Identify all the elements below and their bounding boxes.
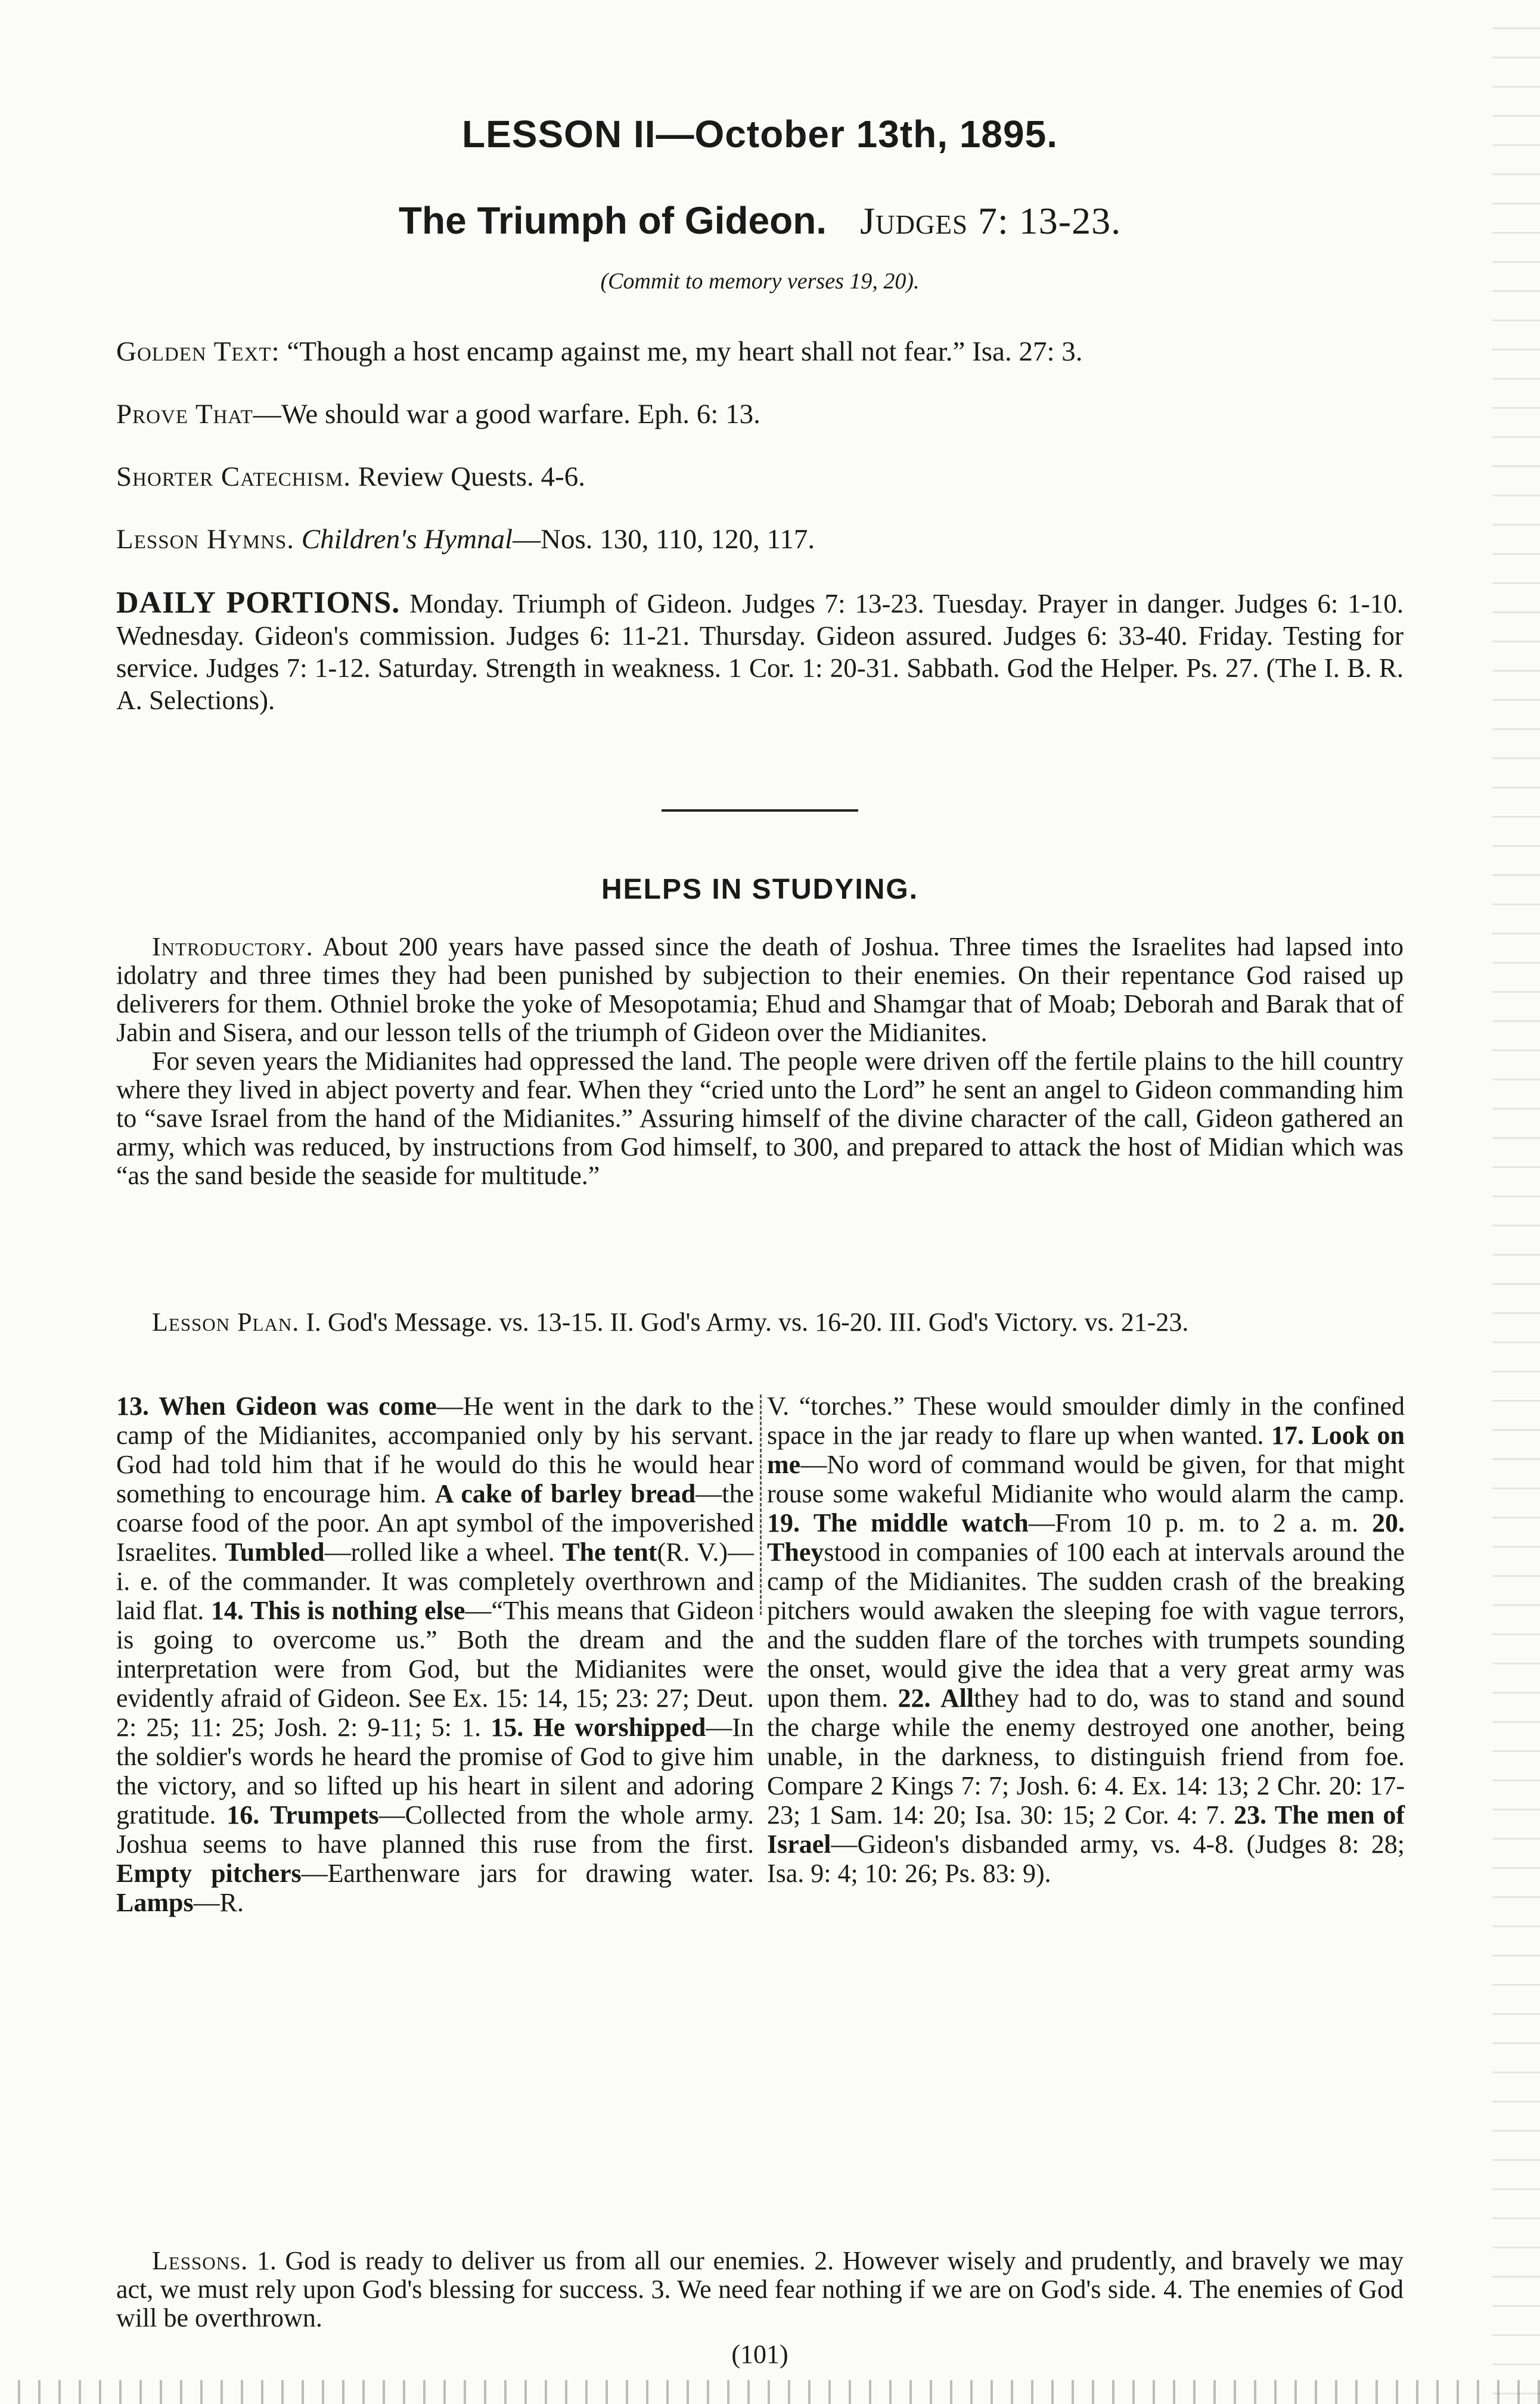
verse-note: —Gideon's disbanded army, vs. 4-8. (Judges 8: 28; Isa. 9: 4; 10: 26; Ps. 83: 9).: [767, 1830, 1405, 1888]
verse-lemma: They: [767, 1538, 824, 1567]
verse-lemma: Empty pitchers: [116, 1859, 302, 1888]
scan-edge-marks: [1492, 0, 1540, 2404]
prove-that-body: —We should war a good warfare. Eph. 6: 13.: [253, 399, 760, 430]
lesson-plan-label: Lesson Plan.: [152, 1307, 300, 1337]
verse-lemma: A cake of barley bread: [434, 1479, 696, 1508]
verse-note: V. “torches.” These would smoulder dimly in the confined space in the jar ready to flare up when wanted.: [767, 1392, 1405, 1450]
commentary-entry: [767, 1508, 1358, 1538]
verse-number: 13.: [116, 1392, 149, 1421]
hymns-label: Lesson Hymns.: [116, 524, 295, 555]
verse-note: —rolled like a wheel.: [324, 1538, 555, 1567]
commentary-entry: [116, 1859, 754, 1888]
lessons: [116, 2247, 1404, 2332]
lesson-plan: [116, 1308, 1404, 1337]
catechism-body: Review Quests. 4-6.: [358, 461, 585, 492]
daily-portions-text: Monday. Triumph of Gideon. Judges 7: 13-23. Tuesday. Prayer in danger. Judges 6: 1-10. Wednesday. Gideon's commission. Judges 6: 11-21. Thursday. Gideon assured. Judges 6: 33-40. Friday. Testing for service. Judges 7: 1-12. Saturday. Strength in weakness. 1 Cor. 1: 20-31. Sabbath. God the Helper. Ps. 27. (The I. B. R. A. Selections).: [116, 589, 1404, 715]
commentary-entry: [116, 1888, 244, 1917]
commentary-entry: [225, 1538, 554, 1567]
verse-note: —Collected from the whole army. Joshua seems to have planned this ruse from the first.: [116, 1800, 755, 1859]
intro-text-1: About 200 years have passed since the death of Joshua. Three times the Israelites had lapsed into idolatry and three times they had been punished by subjection to their enemies. On their repentance God raised up deliverers for them. Othniel broke the yoke of Mesopotamia; Ehud and Shamgar that of Moab; Deborah and Barak that of Jabin and Sisera, and our lesson tells of the triumph of Gideon over the Midianites.: [116, 932, 1404, 1047]
lesson-plan-paragraph: [116, 1308, 1404, 1337]
intro-label: Introductory.: [152, 932, 313, 961]
verse-lemma: He worshipped: [533, 1713, 706, 1742]
verse-number: 20.: [1371, 1508, 1405, 1538]
verse-number: 19.: [767, 1508, 800, 1538]
verse-note: —“This means that Gideon is going to overcome us.” Both the dream and the interpretation were from God, but the Midianites were evidently afraid of Gideon. See Ex. 15: 14, 15; 23: 27; Deut. 2: 25; 11: 25; Josh. 2: 9-11; 5: 1.: [116, 1596, 755, 1742]
commentary-right-column: [767, 1392, 1405, 1888]
hymns-numbers: —Nos. 130, 110, 120, 117.: [513, 524, 815, 555]
verse-number: 22.: [898, 1684, 931, 1713]
daily-portions: [116, 587, 1404, 716]
verse-note: (R. V.)—i. e. of the commander. It was completely overthrown and laid flat.: [116, 1538, 755, 1625]
subject-line: [116, 197, 1404, 245]
verse-number: 14.: [210, 1596, 244, 1625]
lesson-plan-text: I. God's Message. vs. 13-15. II. God's Army. vs. 16-20. III. God's Victory. vs. 21-23.: [306, 1307, 1189, 1337]
verse-note: they had to do, was to stand and sound the charge while the enemy destroyed one another, being unable, in the darkness, to distinguish friend from foe. Compare 2 Kings 7: 7; Josh. 6: 4. Ex. 14: 13; 2 Chr. 20: 17-23; 1 Sam. 14: 20; Isa. 30: 15; 2 Cor. 4: 7.: [767, 1684, 1405, 1830]
verse-number: 23.: [1234, 1800, 1267, 1830]
memory-note: (Commit to memory verses 19, 20).: [600, 269, 920, 294]
lessons-text: 1. God is ready to deliver us from all our enemies. 2. However wisely and prudently, and bravely we may act, we must rely upon God's blessing for success. 3. We need fear nothing if we are on God's side. 4. The enemies of God will be overthrown.: [116, 2246, 1404, 2332]
catechism-label: Shorter Catechism.: [116, 461, 352, 492]
verse-number: 17.: [1271, 1421, 1304, 1450]
lesson-title: LESSON II—October 13th, 1895.: [462, 113, 1058, 156]
introductory: [116, 933, 1404, 1190]
prove-that: [116, 396, 1404, 432]
verse-lemma: The men of Israel: [767, 1800, 1405, 1859]
verse-note: —Earthenware jars for drawing water.: [301, 1859, 754, 1888]
verse-lemma: The tent: [562, 1538, 657, 1567]
lessons-paragraph: [116, 2247, 1404, 2332]
verse-note: —He went in the dark to the camp of the Midianites, accompanied only by his servant. God had told him that if he would do this he would hear something to encourage him.: [116, 1392, 754, 1508]
prove-that-label: Prove That: [116, 399, 253, 430]
daily-portions-heading: DAILY PORTIONS.: [116, 586, 400, 620]
lesson-hymns: [116, 521, 1404, 557]
page: [116, 0, 1404, 2404]
column-rule: [760, 1394, 762, 1615]
intro-paragraph-2: For seven years the Midianites had oppressed the land. The people were driven off the fertile plains to the hill country where they lived in abject poverty and fear. When they “cried unto the Lord” he sent an angel to Gideon commanding him to “save Israel from the hand of the Midianites.” Assuring himself of the divine character of the call, Gideon gathered an army, which was reduced, by instructions from God himself, to 300, and prepared to attack the host of Midian which was “as the sand beside the seaside for multitude.”: [116, 1046, 1404, 1190]
lessons-label: Lessons.: [152, 2246, 249, 2275]
verse-note: —In the soldier's words he heard the promise of God to give him the victory, and so lifted up his heart in silent and adoring gratitude.: [116, 1713, 754, 1830]
hymns-book: Children's Hymnal: [301, 524, 513, 555]
verse-note: stood in companies of 100 each at intervals around the camp of the Midianites. The sudden crash of the breaking pitchers would awaken the sleeping foe with vague terrors, and the sudden flare of the torches with trumpets sounding the onset, would give the idea that a very great army was upon them.: [767, 1538, 1405, 1713]
verse-lemma: Lamps: [116, 1888, 194, 1917]
scan-bottom-marks: [0, 2380, 1540, 2404]
verse-lemma: This is nothing else: [250, 1596, 465, 1625]
verse-lemma: When Gideon was come: [159, 1392, 437, 1421]
verse-number: 15.: [490, 1713, 524, 1742]
verse-note: —the coarse food of the poor. An apt symbol of the impoverished Israelites.: [116, 1479, 754, 1567]
verse-lemma: All: [940, 1684, 974, 1713]
golden-text-body: “Though a host encamp against me, my heart shall not fear.” Isa. 27: 3.: [287, 336, 1083, 367]
helps-heading: HELPS IN STUDYING.: [601, 874, 919, 905]
shorter-catechism: [116, 459, 1404, 495]
verse-note: —From 10 p. m. to 2 a. m.: [1028, 1508, 1359, 1538]
verse-lemma: Trumpets: [270, 1800, 379, 1830]
verse-note: —No word of command would be given, for that might rouse some wakeful Midianite who would alarm the camp.: [767, 1450, 1405, 1508]
golden-text: [116, 334, 1404, 369]
subject-reference: Judges 7: 13-23.: [860, 200, 1122, 242]
commentary-left-column: [116, 1392, 754, 1917]
verse-lemma: Tumbled: [225, 1538, 325, 1567]
subject-title: The Triumph of Gideon.: [398, 199, 827, 242]
verse-number: 16.: [226, 1800, 260, 1830]
verse-note: —R.: [193, 1888, 244, 1917]
intro-paragraph-1: [116, 933, 1404, 1047]
page-number: (101): [731, 2340, 788, 2369]
verse-lemma: Look on me: [767, 1421, 1405, 1479]
golden-text-label: Golden Text:: [116, 336, 280, 367]
section-divider: [662, 809, 858, 812]
verse-lemma: The middle watch: [813, 1508, 1029, 1538]
commentary-entry: [767, 1508, 1405, 1713]
